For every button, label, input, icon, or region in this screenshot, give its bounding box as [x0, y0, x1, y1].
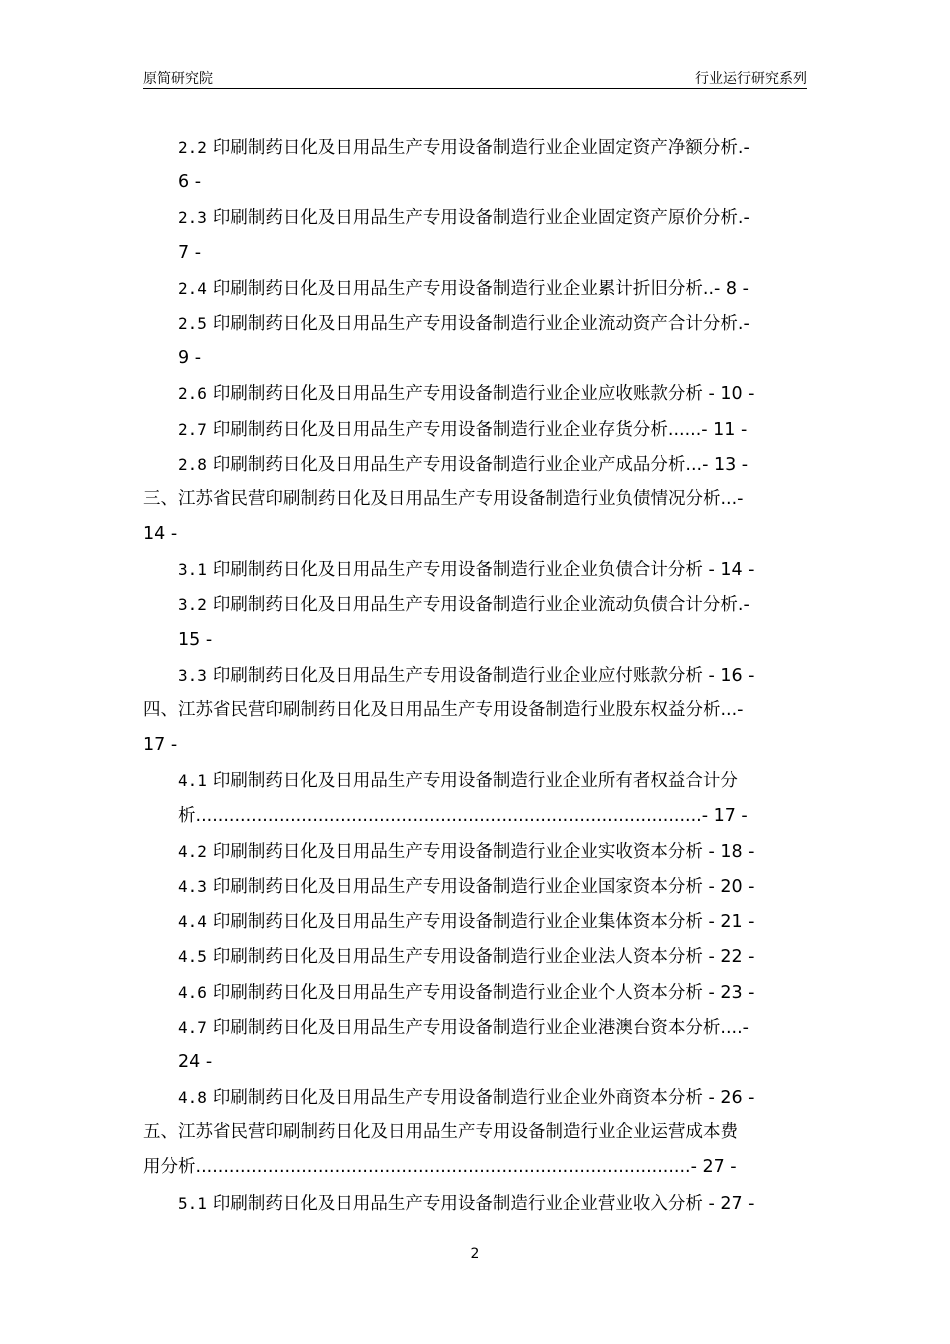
toc-entry-text: 7 - — [178, 242, 202, 263]
toc-entry[interactable] — [143, 200, 807, 235]
toc-entry[interactable] — [143, 271, 807, 306]
toc-entry[interactable] — [143, 869, 807, 904]
toc-entry-text: 印刷制药日化及日用品生产专用设备制造行业企业应收账款分析 - 10 - — [212, 384, 755, 405]
toc-entry[interactable] — [143, 341, 807, 376]
toc-entry-number: 3.1 — [178, 560, 207, 580]
toc-entry[interactable] — [143, 975, 807, 1010]
toc-entry[interactable] — [143, 904, 807, 939]
toc-entry-number: 4.7 — [178, 1017, 207, 1037]
toc-entry[interactable] — [143, 658, 807, 693]
toc-entry-text: 印刷制药日化及日用品生产专用设备制造行业企业负债合计分析 - 14 - — [212, 560, 755, 581]
toc-entry-number: 2.5 — [178, 313, 207, 333]
toc-entry-text: 印刷制药日化及日用品生产专用设备制造行业企业个人资本分析 - 23 - — [212, 982, 755, 1003]
toc-entry-number: 2.7 — [178, 419, 207, 439]
toc-entry[interactable] — [143, 1150, 807, 1185]
toc-entry[interactable] — [143, 412, 807, 447]
toc-entry-number: 4.4 — [178, 912, 207, 932]
toc-entry[interactable] — [143, 693, 807, 728]
toc-entry[interactable] — [143, 552, 807, 587]
toc-entry[interactable] — [143, 1115, 807, 1150]
header-rule — [143, 88, 807, 89]
toc-entry[interactable] — [143, 482, 807, 517]
toc-entry-text: 6 - — [178, 172, 202, 193]
toc-entry-text: 印刷制药日化及日用品生产专用设备制造行业企业实收资本分析 - 18 - — [212, 841, 755, 862]
toc-entry-number: 2.8 — [178, 454, 207, 474]
toc-entry-text: 印刷制药日化及日用品生产专用设备制造行业企业国家资本分析 - 20 - — [212, 876, 755, 897]
toc-entry-text: 印刷制药日化及日用品生产专用设备制造行业企业所有者权益合计分 — [212, 771, 738, 792]
toc-entry-number: 4.6 — [178, 982, 207, 1002]
toc-entry-number: 3.2 — [178, 595, 207, 615]
toc-entry[interactable] — [143, 799, 807, 834]
toc-entry[interactable] — [143, 1010, 807, 1045]
toc-entry-text: 印刷制药日化及日用品生产专用设备制造行业企业流动资产合计分析.- — [212, 313, 750, 334]
toc-entry[interactable] — [143, 376, 807, 411]
toc-entry-number: 4.2 — [178, 841, 207, 861]
toc-entry-text: 印刷制药日化及日用品生产专用设备制造行业企业流动负债合计分析.- — [212, 595, 750, 616]
toc-entry-number: 4.3 — [178, 876, 207, 896]
toc-entry-text: 24 - — [178, 1051, 213, 1072]
toc-entry-text: 印刷制药日化及日用品生产专用设备制造行业企业累计折旧分析..- 8 - — [212, 278, 749, 299]
page-header — [143, 66, 807, 90]
toc-entry-text: 析...........................................................................................- 17 - — [178, 805, 748, 826]
toc-entry[interactable] — [143, 1045, 807, 1080]
toc-entry-text: 三、江苏省民营印刷制药日化及日用品生产专用设备制造行业负债情况分析...- — [143, 488, 744, 509]
toc-entry[interactable] — [143, 728, 807, 763]
toc-entry-text: 印刷制药日化及日用品生产专用设备制造行业企业集体资本分析 - 21 - — [212, 912, 755, 933]
toc-entry[interactable] — [143, 939, 807, 974]
toc-entry[interactable] — [143, 763, 807, 798]
toc-entry[interactable] — [143, 165, 807, 200]
toc-entry-number: 2.2 — [178, 138, 207, 157]
toc-entry-number: 2.4 — [178, 278, 207, 298]
toc-entry-number: 5.1 — [178, 1193, 207, 1213]
toc-entry-number: 4.5 — [178, 947, 207, 967]
toc-entry[interactable] — [143, 587, 807, 622]
toc-entry-number: 4.1 — [178, 771, 207, 791]
toc-entry-text: 印刷制药日化及日用品生产专用设备制造行业企业外商资本分析 - 26 - — [212, 1088, 755, 1109]
toc-entry-text: 用分析.........................................................................................- 27 - — [143, 1157, 737, 1178]
page-number: 2 — [470, 1246, 480, 1262]
toc-entry-text: 印刷制药日化及日用品生产专用设备制造行业企业固定资产净额分析.- — [212, 138, 750, 158]
toc-entry-text: 17 - — [143, 735, 178, 756]
toc-entry[interactable] — [143, 236, 807, 271]
toc-entry-text: 15 - — [178, 629, 213, 650]
toc-entry-text: 五、江苏省民营印刷制药日化及日用品生产专用设备制造行业企业运营成本费 — [143, 1122, 738, 1143]
toc-entry[interactable] — [143, 1080, 807, 1115]
header-org-name: 原简研究院 — [143, 71, 213, 87]
toc-entry-text: 印刷制药日化及日用品生产专用设备制造行业企业存货分析......- 11 - — [212, 419, 748, 440]
toc-entry-text: 四、江苏省民营印刷制药日化及日用品生产专用设备制造行业股东权益分析...- — [143, 700, 744, 720]
header-series-title: 行业运行研究系列 — [695, 71, 807, 87]
toc-entry-text: 9 - — [178, 348, 202, 369]
toc-entry[interactable] — [143, 130, 807, 165]
toc-entry[interactable] — [143, 623, 807, 658]
toc-entry[interactable] — [143, 1186, 807, 1221]
toc-entry-text: 印刷制药日化及日用品生产专用设备制造行业企业产成品分析...- 13 - — [212, 454, 749, 475]
toc-entry-text: 印刷制药日化及日用品生产专用设备制造行业企业港澳台资本分析....- — [212, 1017, 749, 1038]
toc-entry-text: 14 - — [143, 524, 178, 545]
toc-entry-text: 印刷制药日化及日用品生产专用设备制造行业企业法人资本分析 - 22 - — [212, 947, 755, 968]
toc-entry-number: 4.8 — [178, 1088, 207, 1108]
toc-entry[interactable] — [143, 517, 807, 552]
toc-entry[interactable] — [143, 306, 807, 341]
table-of-contents — [143, 130, 807, 1221]
toc-entry-number: 3.3 — [178, 665, 207, 685]
toc-entry-text: 印刷制药日化及日用品生产专用设备制造行业企业营业收入分析 - 27 - — [212, 1193, 755, 1214]
toc-entry[interactable] — [143, 447, 807, 482]
toc-entry-text: 印刷制药日化及日用品生产专用设备制造行业企业固定资产原价分析.- — [212, 208, 750, 229]
toc-entry-number: 2.3 — [178, 208, 207, 228]
toc-entry-number: 2.6 — [178, 384, 207, 404]
toc-entry-text: 印刷制药日化及日用品生产专用设备制造行业企业应付账款分析 - 16 - — [212, 665, 755, 686]
toc-entry[interactable] — [143, 834, 807, 869]
